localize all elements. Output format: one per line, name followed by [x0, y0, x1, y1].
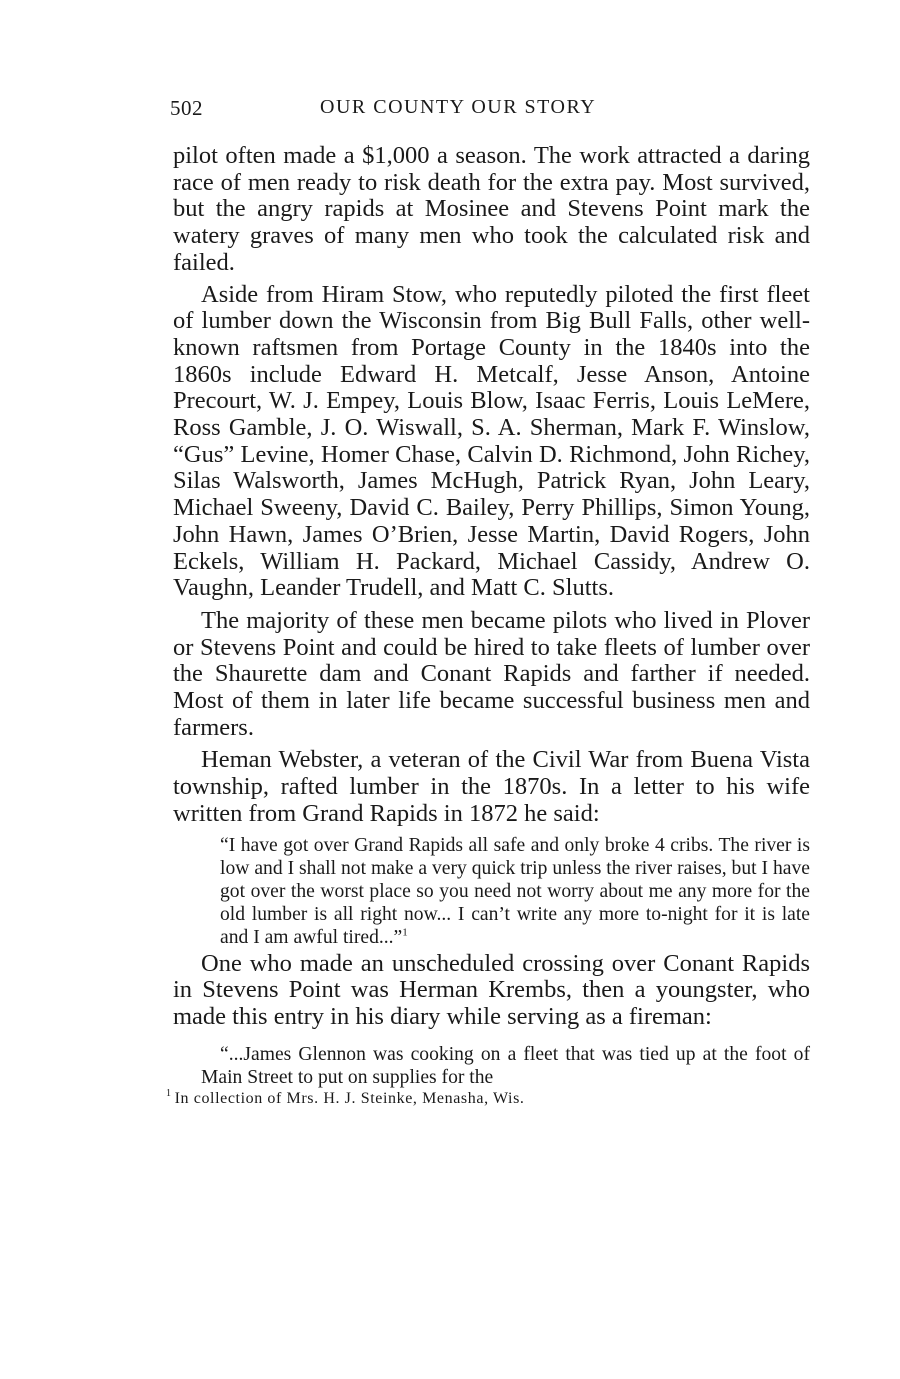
page-number: 502 — [170, 96, 203, 120]
footnote — [166, 1089, 810, 1108]
paragraph: Heman Webster, a veteran of the Civil War from Buena Vista township, rafted lumber in the 1870s. In a letter to his wife written from Grand Rapids in 1872 he said: — [173, 746, 810, 827]
footnote-reference: 1 — [402, 926, 408, 939]
running-head: OUR COUNTY OUR STORY — [320, 96, 597, 118]
block-quote-letter — [220, 834, 810, 949]
paragraph: pilot often made a $1,000 a season. The work attracted a daring race of men ready to risk death for the extra pay. Most survived, but the angry rapids at Mosinee and Stevens Point mark the watery graves of many men who took the calculated risk and failed. — [173, 142, 810, 276]
quote-text: “I have got over Grand Rapids all safe and only broke 4 cribs. The river is low and I shall not make a very quick trip unless the river raises, but I have got over the worst place so you need not worry about me any more for the old lumber is all right now... I can’t write any more to-night for it is late and I am awful tired...” — [220, 834, 810, 948]
body-text — [166, 142, 810, 1108]
page-header — [170, 96, 810, 124]
footnote-mark: 1 — [166, 1088, 172, 1100]
paragraph: The majority of these men became pilots who lived in Plover or Stevens Point and could be hired to take fleets of lumber over the Shaurette dam and Conant Rapids and farther if needed. Most of them in later life became successful business men and farmers. — [173, 606, 810, 741]
paragraph: Aside from Hiram Stow, who reputedly piloted the first fleet of lumber down the Wisconsin from Big Bull Falls, other well-known raftsmen from Portage County in the 1840s into the 1860s include Edward H. Metcalf, Jesse Anson, Antoine Precourt, W. J. Empey, Louis Blow, Isaac Ferris, Louis LeMere, Ross Gamble, J. O. Wiswall, S. A. Sherman, Mark F. Winslow, “Gus” Levine, Homer Chase, Calvin D. Richmond, John Richey, Silas Walsworth, James McHugh, Patrick Ryan, John Leary, Michael Sweeny, David C. Bailey, Perry Phillips, Simon Young, John Hawn, James O’Brien, Jesse Martin, David Rogers, John Eckels, William H. Packard, Michael Cassidy, Andrew O. Vaughn, Leander Trudell, and Matt C. Slutts. — [173, 280, 810, 602]
block-quote-diary — [201, 1043, 810, 1089]
paragraph: One who made an unscheduled crossing over Conant Rapids in Stevens Point was Herman Krembs, then a youngster, who made this entry in his diary while serving as a fireman: — [173, 949, 810, 1030]
quote-text: “...James Glennon was cooking on a fleet that was tied up at the foot of Main Street to put on supplies for the — [201, 1043, 810, 1088]
footnote-text: In collection of Mrs. H. J. Steinke, Menasha, Wis. — [174, 1089, 525, 1107]
